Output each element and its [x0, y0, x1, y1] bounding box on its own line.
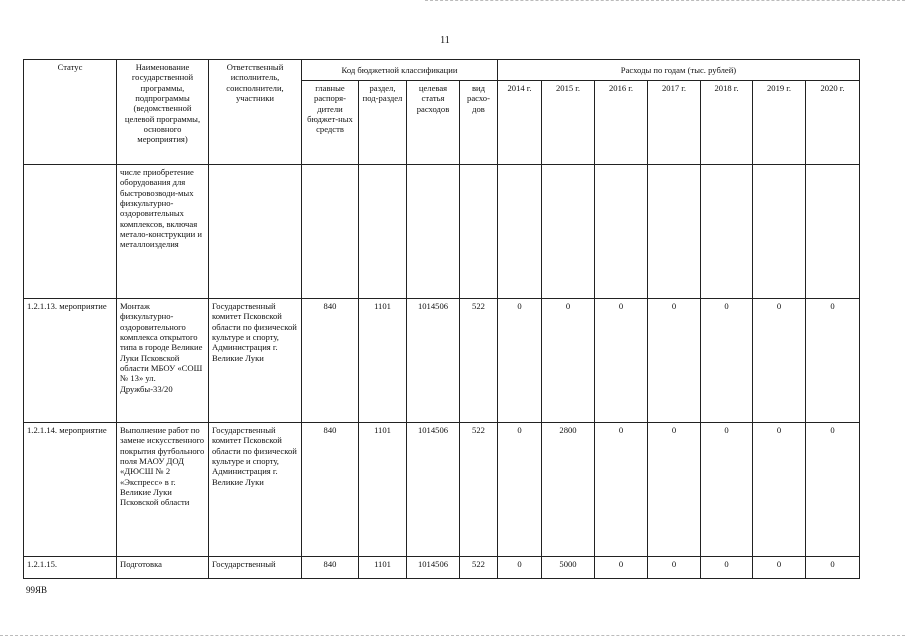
header-main-managers: главные распоря-дители бюджет-ных средств [302, 81, 359, 165]
row-name: Выполнение работ по замене искусственного покрытия футбольного поля МАОУ ДОД «ДЮСШ № 2 «Экспресс» в г. Великие Луки Псковской области [117, 423, 209, 557]
header-year: 2014 г. [498, 81, 542, 165]
row-year-value: 0 [806, 557, 860, 579]
row-year-value: 0 [648, 299, 701, 423]
row-year-value: 0 [595, 557, 648, 579]
scan-edge-top [425, 0, 905, 1]
row-name: Монтаж физкультурно-оздоровительного комплекса открытого типа в городе Великие Луки Псковской области МБОУ «СОШ № 13» ул. Дружбы-33/20 [117, 299, 209, 423]
row-responsible: Государственный комитет Псковской области по физической культуре и спорту, Администрация г. Великие Луки [209, 299, 302, 423]
row-section: 1101 [359, 299, 407, 423]
row-year-value: 0 [753, 423, 806, 557]
header-year: 2020 г. [806, 81, 860, 165]
row-year-value: 0 [648, 557, 701, 579]
page-number: 11 [440, 35, 450, 46]
table-row [24, 299, 860, 423]
table-row [24, 557, 860, 579]
header-target-article: целевая статья расходов [407, 81, 460, 165]
row-year-value: 0 [595, 423, 648, 557]
row-year-value: 2800 [542, 423, 595, 557]
row-year-value: 0 [701, 557, 753, 579]
row-article: 1014506 [407, 299, 460, 423]
header-expenses-by-year: Расходы по годам (тыс. рублей) [498, 60, 860, 81]
row-year-value [498, 165, 542, 299]
row-type [460, 165, 498, 299]
row-responsible: Государственный комитет Псковской области по физической культуре и спорту, Администрация г. Великие Луки [209, 423, 302, 557]
document-code: 99ЯВ [26, 585, 48, 595]
row-status: 1.2.1.14. мероприятие [24, 423, 117, 557]
row-year-value: 0 [806, 299, 860, 423]
table-row [24, 165, 860, 299]
row-year-value: 0 [498, 299, 542, 423]
row-section [359, 165, 407, 299]
row-grbs: 840 [302, 299, 359, 423]
row-responsible [209, 165, 302, 299]
row-type: 522 [460, 299, 498, 423]
row-year-value [806, 165, 860, 299]
row-year-value: 0 [498, 557, 542, 579]
row-grbs [302, 165, 359, 299]
row-grbs: 840 [302, 423, 359, 557]
header-name: Наименование государственной программы, подпрограммы (ведомственной целевой программы, основного мероприятия) [117, 60, 209, 165]
row-year-value: 0 [542, 299, 595, 423]
row-section: 1101 [359, 423, 407, 557]
scan-edge-bottom [0, 635, 905, 636]
row-article [407, 165, 460, 299]
row-status: 1.2.1.13. мероприятие [24, 299, 117, 423]
row-status [24, 165, 117, 299]
row-year-value: 5000 [542, 557, 595, 579]
header-status: Статус [24, 60, 117, 165]
row-year-value [648, 165, 701, 299]
row-name: Подготовка [117, 557, 209, 579]
row-name: числе приобретение оборудования для быстровозводи-мых физкультурно-оздоровительных комплексов, включая метало-конструкции и металлоизделия [117, 165, 209, 299]
row-status: 1.2.1.15. [24, 557, 117, 579]
header-section: раздел, под-раздел [359, 81, 407, 165]
header-year: 2019 г. [753, 81, 806, 165]
row-year-value: 0 [753, 299, 806, 423]
row-type: 522 [460, 557, 498, 579]
row-article: 1014506 [407, 557, 460, 579]
row-type: 522 [460, 423, 498, 557]
row-responsible: Государственный [209, 557, 302, 579]
row-year-value: 0 [701, 423, 753, 557]
header-expense-type: вид расхо-дов [460, 81, 498, 165]
header-year: 2015 г. [542, 81, 595, 165]
row-year-value: 0 [701, 299, 753, 423]
row-year-value: 0 [806, 423, 860, 557]
row-year-value [753, 165, 806, 299]
header-responsible: Ответственный исполнитель, соисполнители, участники [209, 60, 302, 165]
header-year: 2016 г. [595, 81, 648, 165]
row-year-value: 0 [498, 423, 542, 557]
header-budget-code: Код бюджетной классификации [302, 60, 498, 81]
row-year-value: 0 [648, 423, 701, 557]
row-year-value [542, 165, 595, 299]
row-section: 1101 [359, 557, 407, 579]
header-year: 2017 г. [648, 81, 701, 165]
row-article: 1014506 [407, 423, 460, 557]
row-year-value [701, 165, 753, 299]
row-year-value: 0 [595, 299, 648, 423]
row-year-value: 0 [753, 557, 806, 579]
table-row [24, 423, 860, 557]
header-year: 2018 г. [701, 81, 753, 165]
row-grbs: 840 [302, 557, 359, 579]
header-row-1 [24, 60, 860, 81]
budget-table [23, 59, 860, 579]
row-year-value [595, 165, 648, 299]
